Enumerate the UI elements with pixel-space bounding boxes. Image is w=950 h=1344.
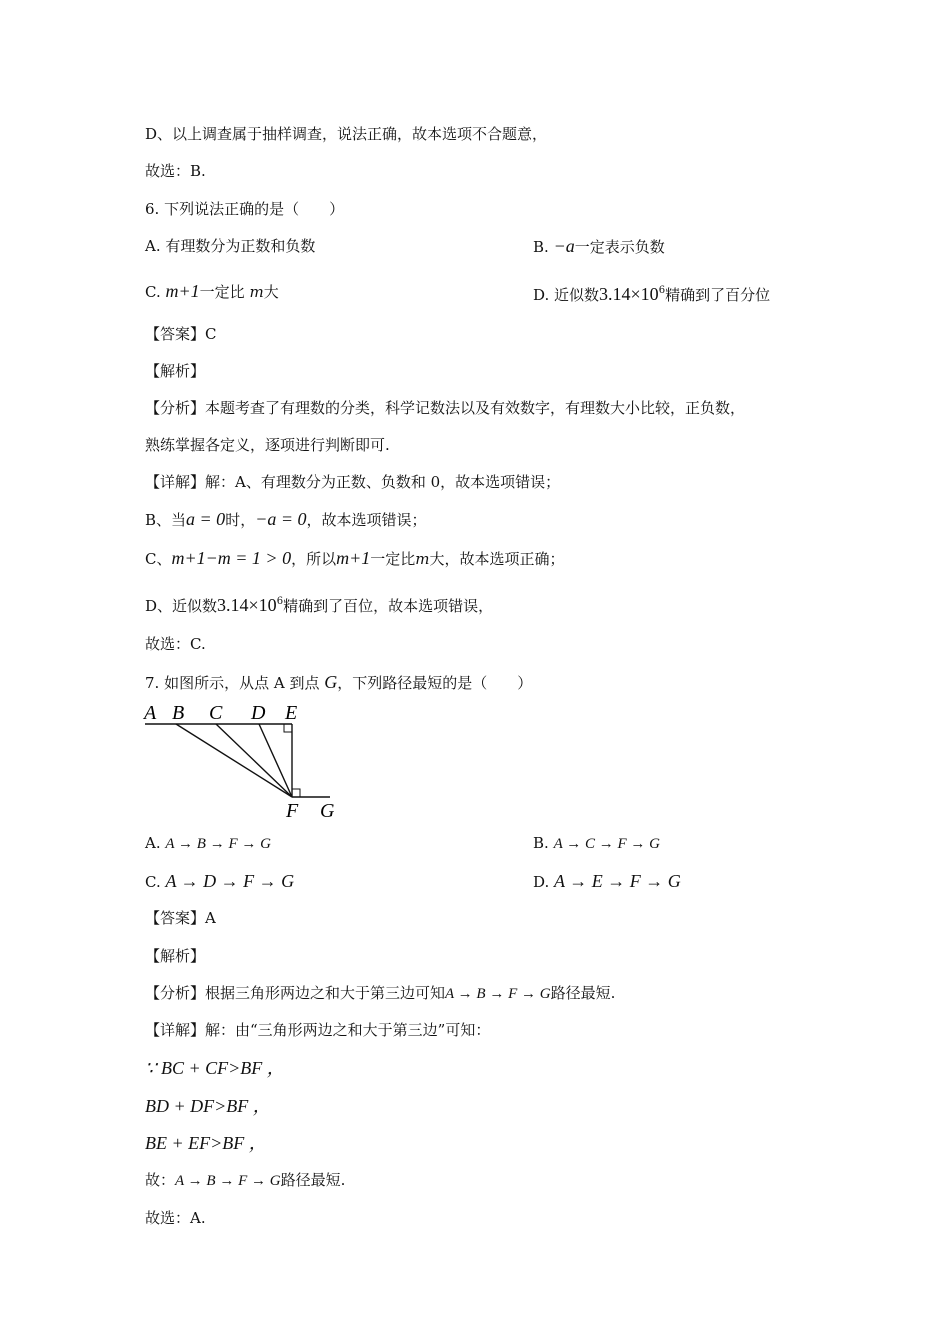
segment-cf — [216, 724, 292, 797]
analysis-line: 熟练掌握各定义，逐项进行判断即可. — [145, 436, 390, 454]
text-line: D、以上调查属于抽样调查，说法正确，故本选项不合题意， — [145, 125, 548, 143]
detail-line — [145, 548, 565, 569]
math-var: m — [249, 283, 264, 301]
text: D、近似数 — [145, 597, 218, 615]
math: 3.14×10 — [217, 595, 277, 615]
option-label: C. — [145, 873, 161, 891]
inequality-line: ∵ BC + CF>BF ， — [145, 1058, 285, 1078]
question-7 — [145, 672, 532, 693]
option-text: 精确到了百分位 — [665, 286, 771, 304]
label-e: E — [285, 702, 298, 724]
detail-line — [145, 592, 493, 616]
math: A → B → F → G — [445, 986, 551, 1002]
label-g: G — [320, 800, 335, 822]
label-f: F — [286, 800, 299, 822]
option-label: D. 近似数 — [533, 286, 600, 304]
analysis-line — [145, 983, 615, 1004]
text: 精确到了百位，故本选项错误， — [283, 597, 494, 615]
text: 大，故本选项正确； — [429, 550, 565, 568]
right-angle-mark-f — [292, 789, 300, 797]
math: 3.14×10 — [599, 284, 659, 304]
detail-line: 【详解】解：A、有理数分为正数、负数和 0，故本选项错误； — [145, 473, 561, 491]
text: ，故本选项错误； — [306, 511, 427, 529]
math-var: G — [324, 672, 338, 692]
q6-option-b — [533, 236, 665, 257]
right-angle-mark-e — [284, 724, 292, 732]
text-line: 故选：C. — [145, 635, 206, 653]
math: m+1 — [165, 281, 200, 301]
q6-option-c — [145, 281, 279, 302]
exponent: 6 — [658, 285, 666, 296]
text: 路径最短. — [280, 1171, 346, 1189]
label-b: B — [172, 702, 185, 724]
analysis-line: 【分析】本题考查了有理数的分类，科学记数法以及有效数字，有理数大小比较，正负数， — [145, 399, 746, 417]
math: a = 0 — [186, 509, 226, 529]
math: A → E → F → G — [554, 871, 681, 891]
segment-bf — [176, 724, 292, 797]
q7-option-c — [145, 871, 294, 892]
q7-option-a — [145, 833, 271, 854]
option-text: 一定比 — [199, 283, 245, 301]
text: 故： — [145, 1171, 176, 1189]
math: −a = 0 — [255, 509, 307, 529]
math: A → B → F → G — [175, 1173, 281, 1189]
inequality-line: BE + EF>BF ， — [145, 1133, 267, 1153]
text: 路径最短. — [550, 984, 616, 1002]
label-d: D — [251, 702, 266, 724]
option-text: 一定表示负数 — [574, 238, 665, 256]
label-c: C — [209, 702, 223, 724]
q7-option-d — [533, 871, 681, 892]
option-label: B. — [533, 238, 549, 256]
text: 时， — [225, 511, 256, 529]
text-line: 故选：B. — [145, 162, 206, 180]
label-a: A — [144, 702, 157, 724]
text-line: 故选：A. — [145, 1209, 206, 1227]
detail-line: 【详解】解：由“三角形两边之和大于第三边”可知： — [145, 1021, 491, 1039]
math-var: m — [415, 550, 430, 568]
inequality-line: BD + DF>BF ， — [145, 1096, 271, 1116]
text: C、 — [145, 550, 172, 568]
math: A → B → F → G — [165, 836, 271, 852]
analysis-header: 【解析】 — [145, 362, 206, 380]
analysis-header: 【解析】 — [145, 947, 206, 965]
text: B、当 — [145, 511, 187, 529]
option-label: C. — [145, 283, 161, 301]
text: 7. 如图所示，从点 A 到点 — [145, 674, 320, 692]
detail-line — [145, 509, 427, 530]
conclusion-line — [145, 1170, 345, 1191]
q6-option-d — [533, 281, 770, 305]
option-label: A. — [145, 834, 161, 852]
question-6: 6. 下列说法正确的是（ ） — [145, 200, 345, 218]
math: −a — [553, 236, 575, 256]
q7-option-b — [533, 833, 660, 854]
answer-6: 【答案】C — [145, 325, 217, 343]
answer-7: 【答案】A — [145, 909, 216, 927]
math: m+1 — [336, 548, 371, 568]
math: A → C → F → G — [553, 836, 660, 852]
option-label: B. — [533, 834, 549, 852]
geometry-figure — [140, 700, 350, 825]
text: 【分析】根据三角形两边之和大于第三边可知 — [145, 984, 446, 1002]
math: m+1−m = 1 > 0 — [171, 548, 292, 568]
option-text: 大 — [263, 283, 279, 301]
option-label: D. — [533, 873, 550, 891]
exponent: 6 — [276, 596, 284, 607]
text: 一定比 — [370, 550, 416, 568]
text: ，所以 — [291, 550, 337, 568]
text: ，下列路径最短的是（ ） — [337, 674, 533, 692]
q6-option-a: A. 有理数分为正数和负数 — [145, 237, 316, 255]
math: A → D → F → G — [165, 871, 295, 891]
